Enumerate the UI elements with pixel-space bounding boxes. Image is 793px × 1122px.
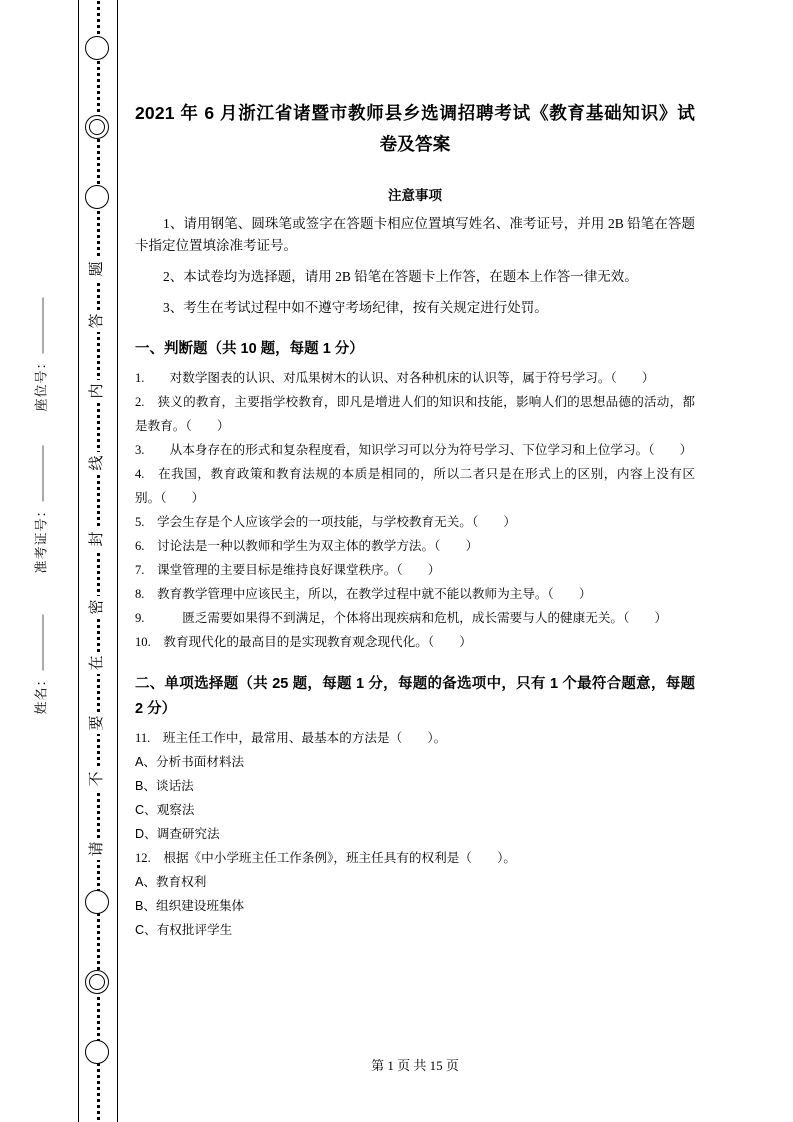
option-item: C、观察法 [135,803,195,817]
question-number: 10. [135,635,151,649]
question-text: 根据《中小学班主任工作条例》，班主任具有的权利是（ ）。 [150,851,516,865]
question-number: 11. [135,731,151,745]
name-label: 姓名： [33,672,49,715]
notice-item: 2、本试卷均为选择题，请用 2B 铅笔在答题卡上作答，在题本上作答一律无效。 [163,269,638,284]
question-text: 狭义的教育，主要指学校教育，即凡是增进人们的知识和技能，影响人们的思想品德的活动，都是教育。（ ） [135,395,695,433]
question-number: 3. [135,443,145,457]
seal-circle-marker [85,1040,109,1064]
option-item: A、分析书面材料法 [135,755,245,769]
name-field [31,585,50,745]
option-item: C、有权批评学生 [135,923,233,937]
seal-char: 答 [86,310,108,332]
seal-circle-marker [85,890,109,914]
seal-char: 要 [86,712,108,734]
question-text: 学会生存是个人应该学会的一项技能，与学校教育无关。（ ） [144,515,516,529]
question-item [135,630,695,654]
page-footer: 第 1 页 共 15 页 [371,1058,459,1073]
question-number: 9. [135,611,145,625]
seal-line-area [0,0,130,1122]
option-item: B、谈话法 [135,779,194,793]
document-content [135,0,695,1122]
seal-char: 封 [86,528,108,550]
question-number: 5. [135,515,145,529]
seal-char: 不 [86,768,108,790]
question-item [135,534,695,558]
question-number: 6. [135,539,145,553]
seal-char: 请 [86,838,108,860]
question-number: 12. [135,851,151,865]
question-text: 课堂管理的主要目标是维持良好课堂秩序。（ ） [144,563,441,577]
candidate-info-column [0,0,78,1122]
seat-number-rule [43,298,44,354]
question-text: 对数学图表的认识、对瓜果树木的认识、对各种机床的认识等，属于符号学习。（ ） [144,371,655,385]
seal-dotted-line [97,0,100,1122]
notice-heading: 注意事项 [388,188,442,203]
question-item [135,726,695,750]
question-text: 匮乏需要如果得不到满足，个体将出现疾病和危机，成长需要与人的健康无关。（ ） [144,611,668,625]
question-item [135,606,695,630]
seat-number-field [31,275,50,435]
question-number: 4. [135,467,145,481]
question-number: 8. [135,587,145,601]
question-text: 教育教学管理中应该民主，所以，在教学过程中就不能以教师为主导。（ ） [144,587,592,601]
option-item: B、组织建设班集体 [135,899,245,913]
seal-char: 在 [86,652,108,674]
question-number: 1. [135,371,145,385]
question-item [135,846,695,870]
question-text: 在我国，教育政策和教育法规的本质是相同的，所以二者只是在形式上的区别，内容上没有区别。（ ） [135,467,695,505]
notice-item: 1、请用钢笔、圆珠笔或签字在答题卡相应位置填写姓名、准考证号，并用 2B 铅笔在答题卡指定位置填涂准考证号。 [135,216,695,253]
question-item [135,366,695,390]
question-text: 班主任工作中，最常用、最基本的方法是（ ）。 [150,731,447,745]
admission-ticket-field [31,430,50,590]
notice-item: 3、考生在考试过程中如不遵守考场纪律，按有关规定进行处罚。 [163,300,548,315]
seal-double-circle-marker [85,970,109,994]
seal-char: 内 [86,380,108,402]
question-item [135,390,695,438]
seal-circle-marker [85,185,109,209]
question-item [135,510,695,534]
seal-double-circle-marker [85,115,109,139]
question-item [135,462,695,510]
question-text: 从本身存在的形式和复杂程度看，知识学习可以分为符号学习、下位学习和上位学习。（ ） [144,443,693,457]
page-title: 2021 年 6 月浙江省诸暨市教师县乡选调招聘考试《教育基础知识》试卷及答案 [135,103,695,154]
name-rule [43,615,44,671]
question-item [135,582,695,606]
question-number: 2. [135,395,145,409]
seat-number-label: 座位号： [33,355,49,412]
question-text: 讨论法是一种以教师和学生为双主体的教学方法。（ ） [144,539,479,553]
section-heading-single-choice: 二、单项选择题（共 25 题，每题 1 分，每题的备选项中，只有 1 个最符合题意，每题 2 分） [135,676,695,717]
question-item [135,558,695,582]
admission-ticket-label: 准考证号： [33,503,49,574]
question-item [135,438,695,462]
seal-char: 线 [86,452,108,474]
admission-ticket-rule [43,446,44,502]
seal-circle-marker [85,36,109,60]
option-item: D、调查研究法 [135,827,220,841]
option-item: A、教育权利 [135,875,207,889]
question-text: 教育现代化的最高目的是实现教育观念现代化。（ ） [150,635,472,649]
question-number: 7. [135,563,145,577]
section-heading-true-false: 一、判断题（共 10 题，每题 1 分） [135,341,364,357]
seal-char: 题 [86,258,108,280]
seal-char: 密 [86,596,108,618]
